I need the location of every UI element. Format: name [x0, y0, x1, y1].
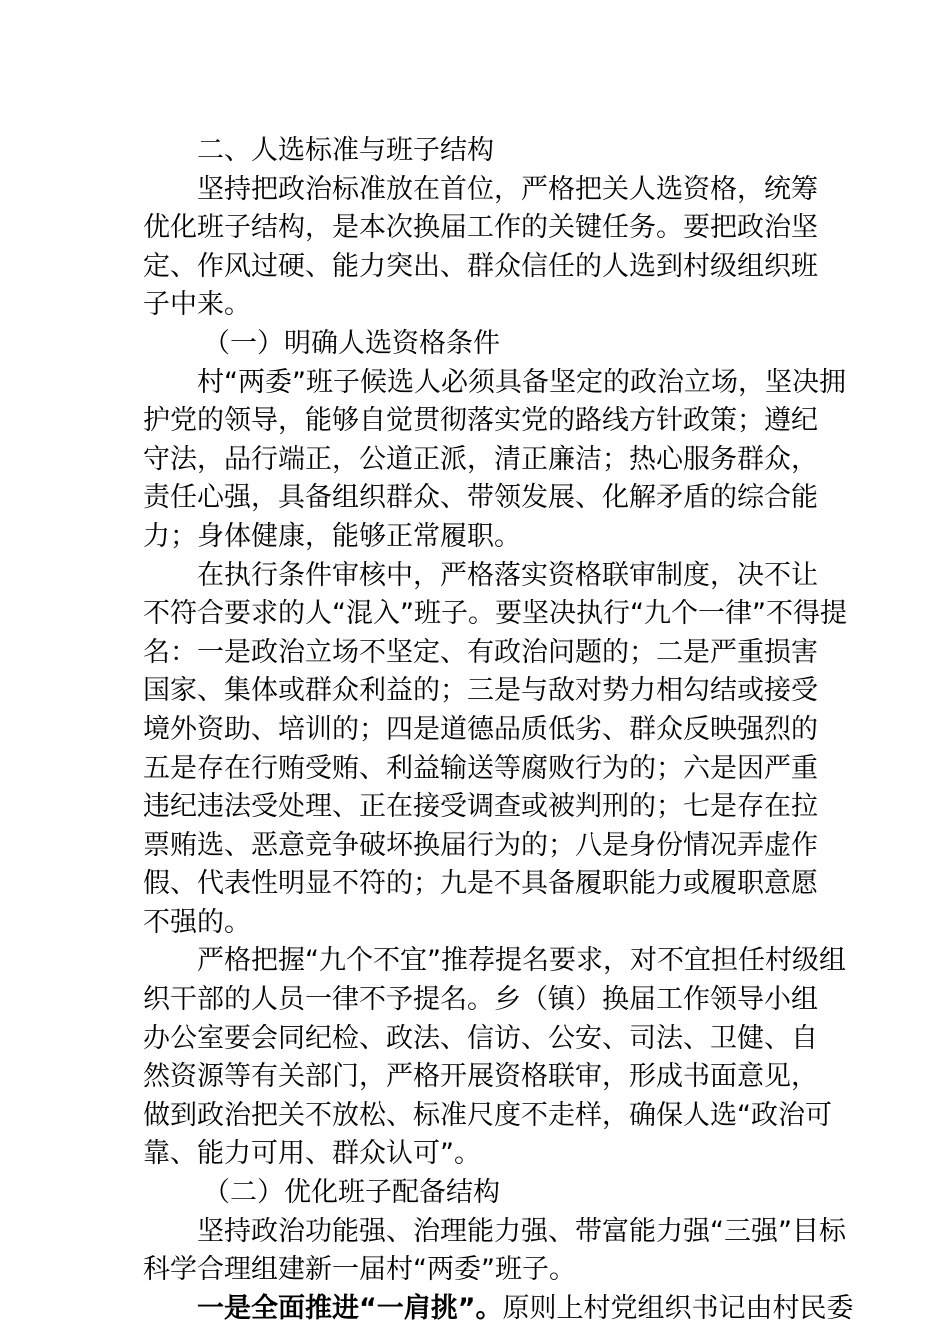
paragraph-line: 严格把握“九个不宜”推荐提名要求，对不宜担任村级组 [197, 945, 846, 977]
paragraph-line: 办公室要会同纪检、政法、信访、公安、司法、卫健、自 [143, 1022, 818, 1054]
section-heading: 二、人选标准与班子结构 [197, 135, 494, 166]
paragraph-line: 定、作风过硬、能力突出、群众信任的人选到村级组织班 [143, 250, 818, 282]
paragraph-text: 原则上村党组织书记由村民委 [502, 1292, 854, 1324]
paragraph-line: 坚持把政治标准放在首位，严格把关人选资格，统筹 [197, 173, 818, 205]
paragraph-line: 优化班子结构，是本次换届工作的关键任务。要把政治坚 [143, 212, 818, 244]
paragraph-line: 责任心强，具备组织群众、带领发展、化解矛盾的综合能 [143, 482, 818, 514]
paragraph-line: 做到政治把关不放松、标准尺度不走样，确保人选“政治可 [143, 1099, 832, 1131]
paragraph-line: 村“两委”班子候选人必须具备坚定的政治立场，坚决拥 [197, 366, 846, 398]
paragraph-line: 在执行条件审核中，严格落实资格联审制度，决不让 [197, 559, 818, 591]
subsection-heading: （二）优化班子配备结构 [203, 1177, 500, 1209]
paragraph-line: 国家、集体或群众利益的；三是与敌对势力相勾结或接受 [143, 675, 818, 707]
paragraph-line: 不符合要求的人“混入”班子。要坚决执行“九个一律”不得提 [143, 598, 847, 630]
subsection-heading: （一）明确人选资格条件 [203, 327, 500, 359]
paragraph-line: 境外资助、培训的；四是道德品质低劣、群众反映强烈的 [143, 713, 818, 745]
paragraph-line: 力；身体健康，能够正常履职。 [143, 520, 521, 552]
paragraph-line [143, 1290, 854, 1329]
paragraph-line: 五是存在行贿受贿、利益输送等腐败行为的；六是因严重 [143, 752, 818, 784]
paragraph-line: 子中来。 [143, 289, 251, 321]
paragraph-line: 然资源等有关部门，严格开展资格联审，形成书面意见， [143, 1061, 818, 1093]
paragraph-line: 不强的。 [143, 906, 251, 938]
paragraph-line: 假、代表性明显不符的；九是不具备履职能力或履职意愿 [143, 868, 818, 900]
bold-lead-text: 一是全面推进“一肩挑”。 [197, 1292, 503, 1324]
paragraph-line: 护党的领导，能够自觉贯彻落实党的路线方针政策；遵纪 [143, 405, 818, 437]
paragraph-line: 守法，品行端正，公道正派，清正廉洁；热心服务群众， [143, 443, 818, 475]
paragraph-line: 靠、能力可用、群众认可”。 [143, 1138, 481, 1170]
paragraph-line: 违纪违法受处理、正在接受调查或被判刑的；七是存在拉 [143, 791, 818, 823]
paragraph-line: 票贿选、恶意竞争破坏换届行为的；八是身份情况弄虚作 [143, 829, 818, 861]
paragraph-line: 坚持政治功能强、治理能力强、带富能力强“三强”目标 [197, 1215, 846, 1247]
paragraph-line: 织干部的人员一律不予提名。乡（镇）换届工作领导小组 [143, 984, 818, 1016]
document-body [143, 132, 854, 1328]
paragraph-line: 科学合理组建新一届村“两委”班子。 [143, 1254, 576, 1286]
paragraph-line: 名：一是政治立场不坚定、有政治问题的；二是严重损害 [143, 636, 818, 668]
